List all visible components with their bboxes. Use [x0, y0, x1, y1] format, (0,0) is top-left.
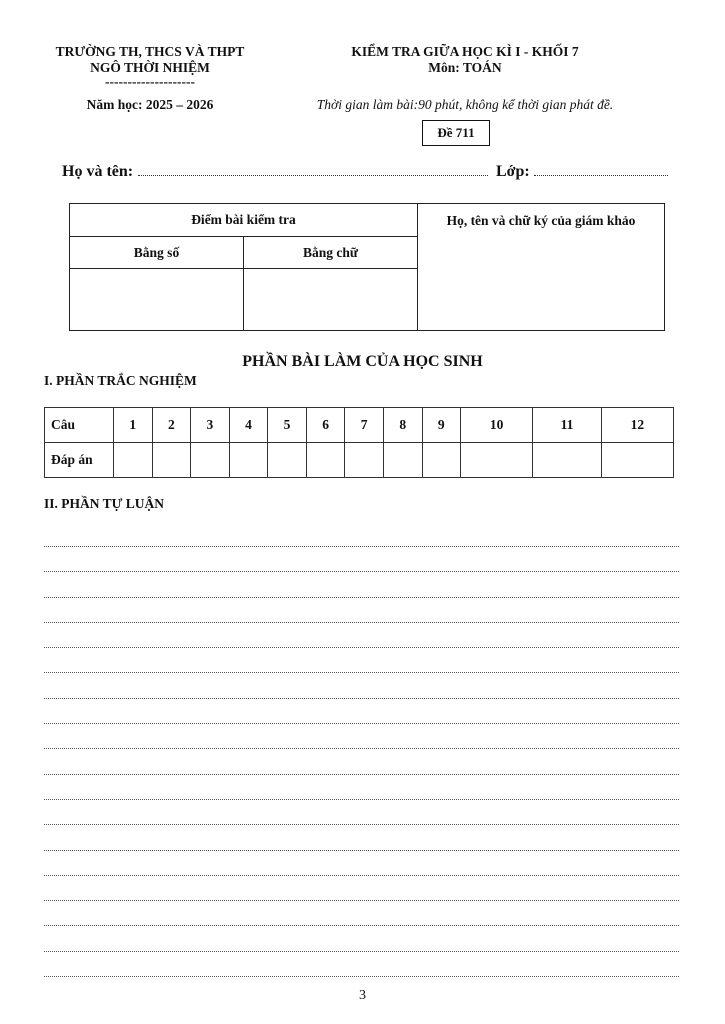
answer-cell[interactable]: [345, 443, 384, 478]
question-number: 6: [306, 408, 345, 443]
writing-line[interactable]: [44, 698, 679, 723]
writing-line[interactable]: [44, 723, 679, 748]
question-number: 3: [191, 408, 230, 443]
student-section-title: PHẦN BÀI LÀM CỦA HỌC SINH: [242, 353, 483, 370]
exam-time-info: Thời gian làm bài:90 phút, không kể thời gian phát đề.: [316, 97, 614, 112]
exam-title: KIỂM TRA GIỮA HỌC KÌ I - KHỐI 7: [351, 44, 579, 59]
answer-cell[interactable]: [461, 443, 533, 478]
writing-line[interactable]: [44, 875, 679, 900]
school-name-line2: NGÔ THỜI NHIỆM: [90, 60, 210, 75]
question-number: 12: [601, 408, 673, 443]
answer-cell[interactable]: [533, 443, 602, 478]
answer-cell[interactable]: [229, 443, 268, 478]
answer-cell[interactable]: [383, 443, 422, 478]
class-label: Lớp:: [496, 163, 530, 180]
school-header: [30, 44, 270, 88]
school-year: Năm học: 2025 – 2026: [86, 97, 214, 112]
writing-line[interactable]: [44, 597, 679, 622]
writing-line[interactable]: [44, 850, 679, 875]
score-by-words-cell[interactable]: [244, 269, 418, 331]
multiple-choice-title: I. PHẦN TRẮC NGHIỆM: [44, 373, 197, 388]
answer-cell[interactable]: [191, 443, 230, 478]
answer-row: [45, 443, 674, 478]
answer-cell[interactable]: [306, 443, 345, 478]
writing-line[interactable]: [44, 672, 679, 697]
school-name-line1: TRƯỜNG TH, THCS VÀ THPT: [55, 44, 245, 59]
writing-line[interactable]: [44, 799, 679, 824]
score-header: Điểm bài kiểm tra: [70, 204, 418, 237]
question-number: 9: [422, 408, 461, 443]
answer-cell[interactable]: [422, 443, 461, 478]
name-field[interactable]: [138, 174, 488, 176]
writing-line[interactable]: [44, 951, 679, 976]
writing-line[interactable]: [44, 748, 679, 773]
writing-line[interactable]: [44, 925, 679, 950]
answer-cell[interactable]: [601, 443, 673, 478]
score-by-number-cell[interactable]: [70, 269, 244, 331]
answer-cell[interactable]: [268, 443, 307, 478]
writing-line[interactable]: [44, 774, 679, 799]
school-divider: --------------------: [105, 74, 195, 89]
exam-header: [300, 44, 630, 76]
writing-line[interactable]: [44, 824, 679, 849]
class-field[interactable]: [534, 174, 668, 176]
writing-line[interactable]: [44, 900, 679, 925]
question-number: 10: [461, 408, 533, 443]
page-number: 3: [359, 988, 366, 1003]
essay-title: II. PHẦN TỰ LUẬN: [44, 496, 165, 511]
exam-code-box: Đề 711: [422, 120, 490, 146]
score-by-number-header: Bằng số: [70, 237, 244, 269]
question-number: 11: [533, 408, 602, 443]
question-number: 2: [152, 408, 191, 443]
name-label: Họ và tên:: [62, 163, 134, 180]
question-row-label: Câu: [45, 408, 114, 443]
writing-line[interactable]: [44, 647, 679, 672]
exam-subject: Môn: TOÁN: [428, 60, 502, 75]
student-info-line: [62, 163, 668, 185]
answer-row-label: Đáp án: [45, 443, 114, 478]
question-number: 8: [383, 408, 422, 443]
writing-line[interactable]: [44, 546, 679, 571]
question-number: 1: [114, 408, 153, 443]
score-by-words-header: Bằng chữ: [244, 237, 418, 269]
answer-cell[interactable]: [114, 443, 153, 478]
score-table: [69, 203, 665, 331]
answer-cell[interactable]: [152, 443, 191, 478]
question-number: 5: [268, 408, 307, 443]
question-row: [45, 408, 674, 443]
writing-line[interactable]: [44, 571, 679, 596]
answer-table: [44, 407, 674, 478]
examiner-header: Họ, tên và chữ ký của giám khảo: [418, 204, 665, 331]
question-number: 4: [229, 408, 268, 443]
writing-line[interactable]: [44, 622, 679, 647]
essay-writing-area[interactable]: [44, 546, 679, 1001]
question-number: 7: [345, 408, 384, 443]
